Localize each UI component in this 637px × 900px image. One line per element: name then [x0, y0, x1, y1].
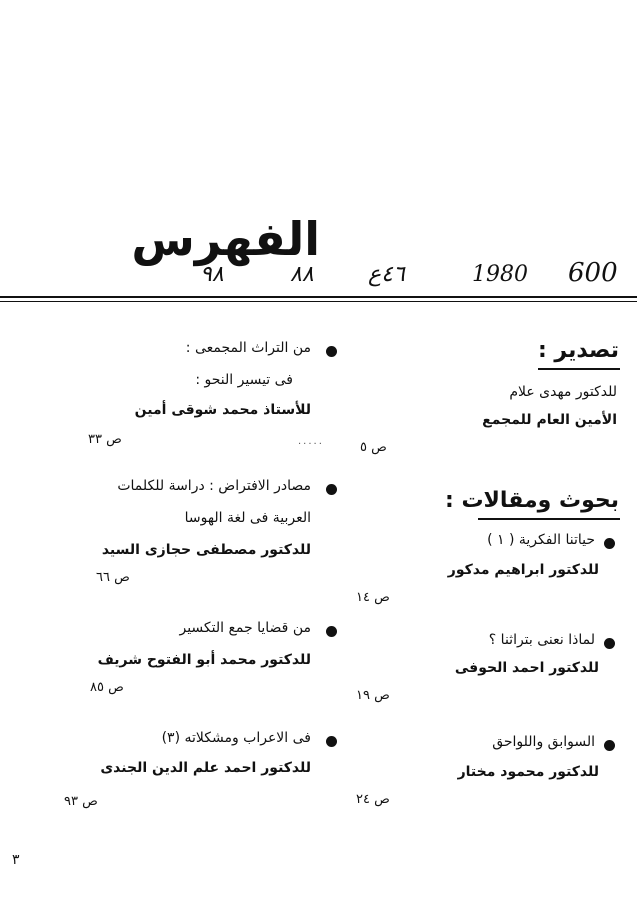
left-entry-3-author: للدكتور محمد أبو الفتوح شريف [97, 652, 311, 668]
header-number-4: 1980 [472, 262, 528, 287]
bullet-icon [326, 346, 337, 357]
research-entry-3-title: السوابق واللواحق [492, 734, 595, 750]
left-entry-2-line-1: مصادر الافتراض : دراسة للكلمات [117, 478, 311, 494]
bullet-icon [604, 638, 615, 649]
bullet-icon [326, 626, 337, 637]
left-entry-3-line-1: من قضايا جمع التكسير [179, 620, 311, 636]
header-number-1: ٩٨ [200, 262, 224, 287]
left-entry-1-page: ص ٣٣ [88, 432, 122, 447]
header-rule-top [0, 296, 637, 298]
page-title: الفهرس [131, 212, 320, 266]
preface-page: ص ٥ [360, 440, 387, 455]
bullet-icon [326, 484, 337, 495]
left-entry-1-author: للأستاذ محمد شوقى أمين [134, 402, 311, 418]
preface-heading: تصدير : [537, 338, 619, 363]
left-entry-3-page: ص ٨٥ [90, 680, 124, 695]
header-number-2: ٨٨ [290, 262, 314, 287]
research-heading: بحوث ومقالات : [444, 488, 619, 513]
header-rule-bottom [0, 301, 637, 302]
left-entry-4-page: ص ٩٣ [64, 794, 98, 809]
research-entry-2-author: للدكتور احمد الحوفى [454, 660, 599, 676]
bullet-icon [326, 736, 337, 747]
bullet-icon [604, 740, 615, 751]
research-entry-3-page: ص ٢٤ [356, 792, 390, 807]
research-entry-1-page: ص ١٤ [356, 590, 390, 605]
research-entry-2-page: ص ١٩ [356, 688, 390, 703]
preface-heading-underline [538, 368, 620, 370]
left-entry-2-page: ص ٦٦ [96, 570, 130, 585]
leader-dots: ..... [298, 436, 324, 447]
footer-page-number: ٣ [12, 852, 20, 868]
left-entry-4-author: للدكتور احمد علم الدين الجندى [100, 760, 311, 776]
left-entry-2-author: للدكتور مصطفى حجازى السيد [101, 542, 311, 558]
bullet-icon [604, 538, 615, 549]
research-entry-2-title: لماذا نعنى بتراثنا ؟ [488, 632, 595, 648]
research-entry-1-author: للدكتور ابراهيم مدكور [447, 562, 599, 578]
research-entry-1-title: حياتنا الفكرية ( ١ ) [487, 532, 595, 548]
preface-author: للدكتور مهدى علام [509, 384, 617, 400]
research-entry-3-author: للدكتور محمود مختار [457, 764, 599, 780]
left-entry-1-line-1: من التراث المجمعى : [185, 340, 311, 356]
header-number-5: 600 [568, 258, 618, 288]
header-number-3: ٤٦ع [368, 262, 405, 287]
preface-role: الأمين العام للمجمع [482, 412, 617, 428]
left-entry-1-line-2: فى تيسير النحو : [195, 372, 293, 388]
research-heading-underline [478, 518, 620, 520]
left-entry-4-line-1: فى الاعراب ومشكلاته (٣) [161, 730, 311, 746]
left-entry-2-line-2: العربية فى لغة الهوسا [184, 510, 311, 526]
